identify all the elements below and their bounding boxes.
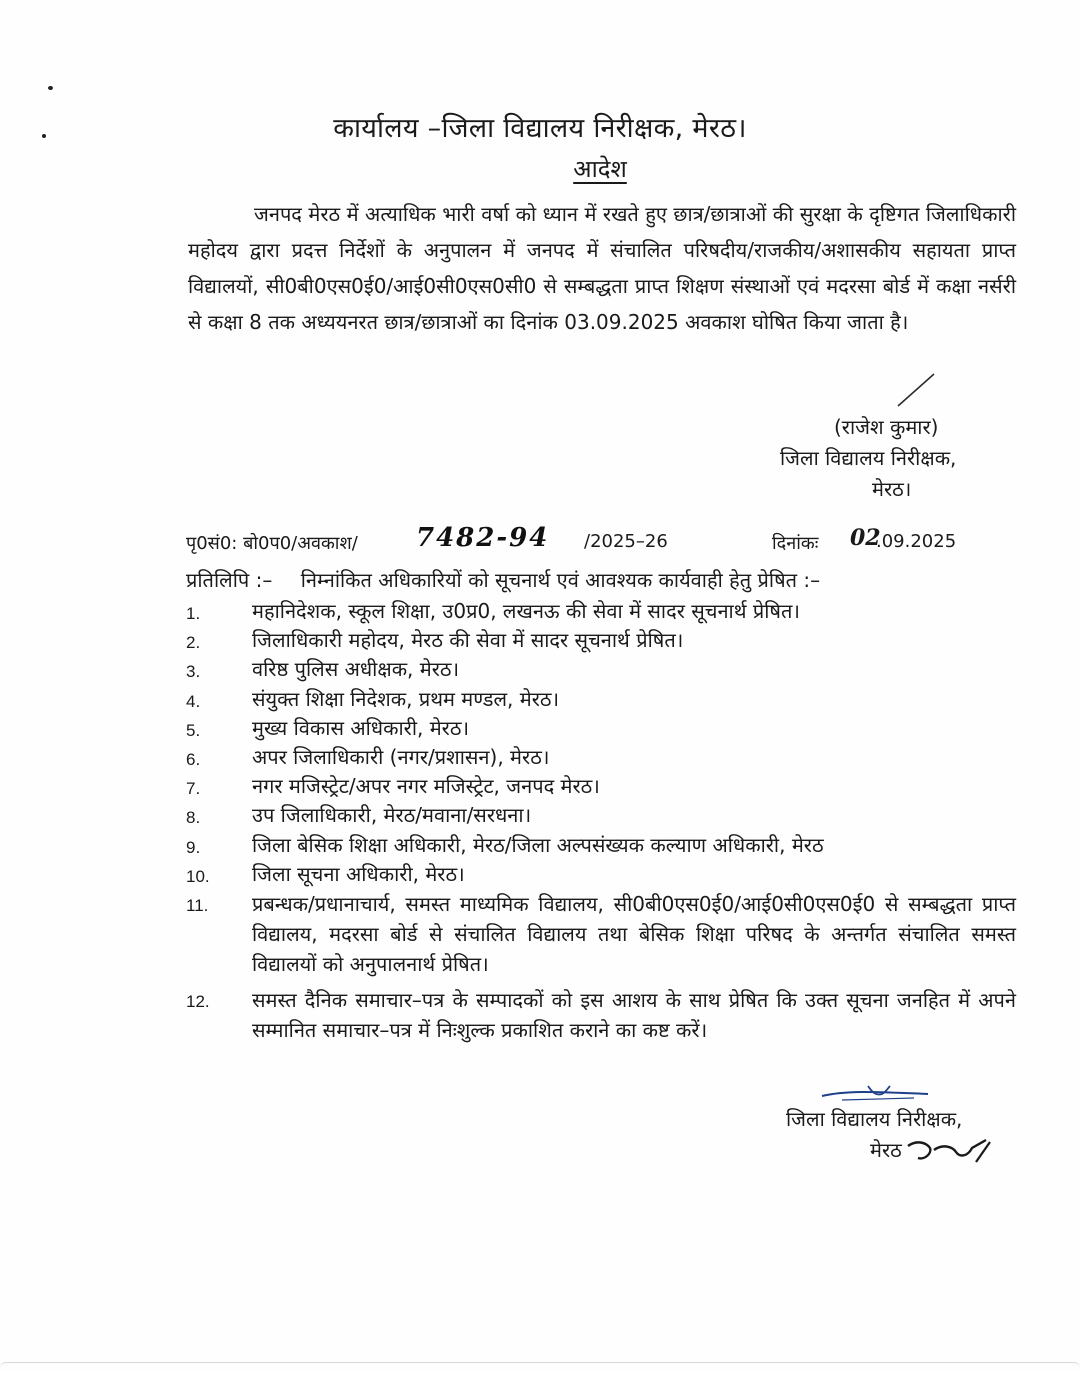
- copy-label: प्रतिलिपि :–: [186, 568, 273, 592]
- list-item-text: मुख्य विकास अधिकारी, मेरठ।: [252, 715, 470, 740]
- signatory-designation: जिला विद्यालय निरीक्षक,: [780, 446, 957, 470]
- list-item-number: 11.: [186, 896, 209, 916]
- signatory-designation: जिला विद्यालय निरीक्षक,: [786, 1107, 963, 1131]
- list-item-number: 6.: [186, 750, 201, 770]
- list-item: [186, 626, 1016, 655]
- list-item-text: उप जिलाधिकारी, मेरठ/मवाना/सरधना।: [252, 803, 532, 828]
- list-item-text: वरिष्ठ पुलिस अधीक्षक, मेरठ।: [252, 657, 460, 682]
- list-item-number: 9.: [186, 837, 201, 857]
- list-item-text: समस्त दैनिक समाचार–पत्र के सम्पादकों को इस आशय के साथ प्रेषित कि उक्त सूचना जनहित में अपने सम्मानित समाचार–पत्र में निःशुल्क प्रकाशित कराने का कष्ट करें।: [252, 988, 1016, 1043]
- list-item-number: 12.: [186, 992, 210, 1012]
- order-title: आदेश: [573, 155, 627, 183]
- reference-date-rest: .09.2025: [876, 531, 957, 552]
- list-item-number: 8.: [186, 808, 201, 828]
- list-item-number: 10.: [186, 866, 210, 886]
- page-edge: [0, 1362, 1080, 1373]
- list-item-number: 2.: [186, 633, 201, 653]
- list-item-text: महानिदेशक, स्कूल शिक्षा, उ0प्र0, लखनऊ की सेवा में सादर सूचनार्थ प्रेषित।: [252, 599, 800, 623]
- reference-line: [186, 523, 986, 559]
- signature-mark: [896, 372, 936, 408]
- order-body: जनपद मेरठ में अत्याधिक भारी वर्षा को ध्यान में रखते हुए छात्र/छात्राओं की सुरक्षा के दृष्टिगत जिलाधिकारी महोदय द्वारा प्रदत्त निर्देशों के अनुपालन में जनपद में संचालित परिषदीय/राजकीय/अशासकीय सहायता प्राप्त विद्यालयों, सी0बी0एस0ई0/आई0सी0एस0सी0 से सम्बद्धता प्राप्त शिक्षण संस्थाओं एवं मदरसा बोर्ड में कक्षा नर्सरी से कक्षा 8 तक अध्ययनरत छात्र/छात्राओं का दिनांक 03.09.2025 अवकाश घोषित किया जाता है।: [188, 202, 1016, 334]
- scan-speck: [48, 86, 53, 90]
- list-item: [186, 714, 1016, 743]
- signatory-name: (राजेश कुमार): [834, 415, 939, 439]
- list-item-number: 1.: [186, 604, 201, 623]
- handwritten-initials: [906, 1138, 992, 1166]
- signatory-city: मेरठ: [870, 1138, 902, 1162]
- list-item-number: 3.: [186, 662, 201, 682]
- list-item: [186, 985, 1016, 1045]
- copy-intro: [186, 566, 1016, 593]
- signatory-city: मेरठ।: [872, 477, 912, 501]
- list-item: [186, 801, 1016, 830]
- list-item-number: 5.: [186, 720, 201, 740]
- list-item-text: अपर जिलाधिकारी (नगर/प्रशासन), मेरठ।: [252, 745, 550, 770]
- list-item: [186, 860, 1016, 889]
- signature-block-top: [780, 412, 1020, 505]
- reference-session: /2025–26: [584, 531, 668, 552]
- list-item-text: जिला बेसिक शिक्षा अधिकारी, मेरठ/जिला अल्पसंख्यक कल्याण अधिकारी, मेरठ: [252, 832, 824, 857]
- reference-date-day: 02: [850, 525, 881, 551]
- list-item: [186, 831, 1016, 860]
- list-item: [186, 889, 1016, 979]
- list-item-number: 7.: [186, 779, 201, 799]
- list-item-text: नगर मजिस्ट्रेट/अपर नगर मजिस्ट्रेट, जनपद मेरठ।: [252, 774, 600, 799]
- office-title: कार्यालय –जिला विद्यालय निरीक्षक, मेरठ।: [333, 113, 747, 144]
- list-item: [186, 772, 1016, 801]
- list-item-number: 4.: [186, 691, 201, 711]
- reference-date-label: दिनांकः: [772, 533, 819, 554]
- handwritten-signature: [818, 1082, 938, 1104]
- list-item-text: जिलाधिकारी महोदय, मेरठ की सेवा में सादर सूचनार्थ प्रेषित।: [252, 628, 684, 653]
- list-item: [186, 743, 1016, 772]
- copy-recipient-list: [186, 597, 1016, 1045]
- copy-intro-text: निम्नांकित अधिकारियों को सूचनार्थ एवं आवश्यक कार्यवाही हेतु प्रेषित :–: [300, 568, 821, 592]
- reference-prefix: पृ0सं0: बो0प0/अवकाश/: [186, 533, 358, 554]
- list-item: [186, 655, 1016, 684]
- list-item-text: प्रबन्धक/प्रधानाचार्य, समस्त माध्यमिक विद्यालय, सी0बी0एस0ई0/आई0सी0एस0ई0 से सम्बद्धता प्राप्त विद्यालय, मदरसा बोर्ड से संचालित विद्यालय तथा बेसिक शिक्षा परिषद के अन्तर्गत संचालित समस्त विद्यालयों को अनुपालनार्थ प्रेषित।: [252, 892, 1016, 977]
- list-item-text: संयुक्त शिक्षा निदेशक, प्रथम मण्डल, मेरठ।: [252, 686, 560, 711]
- list-item: [186, 685, 1016, 714]
- reference-number: 7482-94: [416, 523, 550, 553]
- list-item: [186, 597, 1016, 626]
- list-item-text: जिला सूचना अधिकारी, मेरठ।: [252, 861, 465, 886]
